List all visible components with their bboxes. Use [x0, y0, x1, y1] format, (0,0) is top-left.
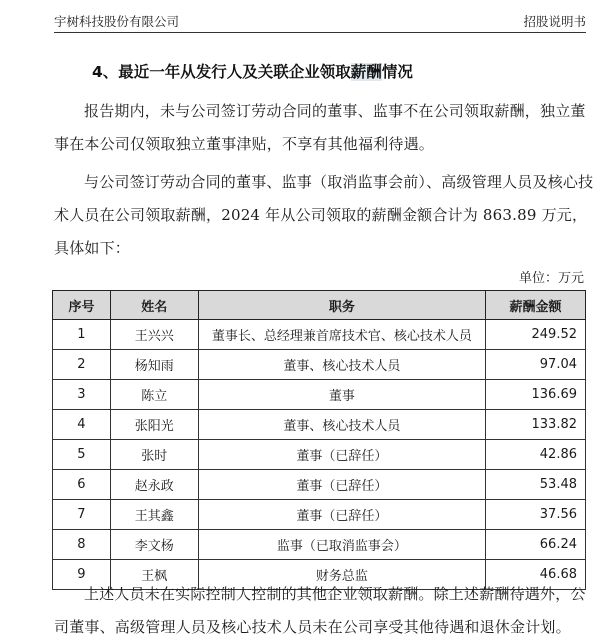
cell-name: 陈立 [110, 380, 198, 410]
cell-amount: 37.56 [486, 500, 586, 530]
section-title-prefix: 4、最近一年从发行人及关联企业领取 [92, 63, 351, 81]
table-row [53, 350, 586, 380]
section-title-suffix: 情况 [381, 63, 413, 81]
table-row [53, 320, 586, 350]
cell-index: 6 [53, 470, 111, 500]
cell-name: 王兴兴 [110, 320, 198, 350]
cell-index: 4 [53, 410, 111, 440]
cell-amount: 42.86 [486, 440, 586, 470]
cell-index: 1 [53, 320, 111, 350]
cell-amount: 249.52 [486, 320, 586, 350]
cell-position: 董事（已辞任） [198, 470, 485, 500]
table-row [53, 530, 586, 560]
cell-index: 2 [53, 350, 111, 380]
cell-index: 9 [53, 560, 111, 590]
cell-amount: 46.68 [486, 560, 586, 590]
cell-name: 杨知雨 [110, 350, 198, 380]
cell-amount: 53.48 [486, 470, 586, 500]
cell-position: 财务总监 [198, 560, 485, 590]
page-header [54, 8, 586, 33]
cell-name: 赵永政 [110, 470, 198, 500]
paragraph-closing: 上述人员未在实际控制人控制的其他企业领取薪酬。除上述薪酬待遇外，公司董事、高级管理人员及核心技术人员未在公司享受其他待遇和退休金计划。 [54, 585, 586, 636]
table-row [53, 470, 586, 500]
cell-position: 监事（已取消监事会） [198, 530, 485, 560]
section-title [92, 60, 413, 82]
paragraph-intro: 报告期内，未与公司签订劳动合同的董事、监事不在公司领取薪酬，独立董事在本公司仅领取独立董事津贴，不享有其他福利待遇。 [54, 102, 586, 153]
table-row [53, 440, 586, 470]
cell-name: 王其鑫 [110, 500, 198, 530]
cell-amount: 97.04 [486, 350, 586, 380]
cell-index: 5 [53, 440, 111, 470]
table-row [53, 380, 586, 410]
header-name: 姓名 [110, 291, 198, 320]
cell-name: 张阳光 [110, 410, 198, 440]
table-row [53, 410, 586, 440]
section-title-highlight: 薪酬 [350, 63, 382, 81]
cell-name: 张时 [110, 440, 198, 470]
header-amount: 薪酬金额 [486, 291, 586, 320]
table-header-row [53, 291, 586, 320]
cell-name: 李文杨 [110, 530, 198, 560]
cell-position: 董事、核心技术人员 [198, 410, 485, 440]
cell-amount: 136.69 [486, 380, 586, 410]
cell-name: 王枫 [110, 560, 198, 590]
cell-index: 8 [53, 530, 111, 560]
table-row [53, 500, 586, 530]
document-type: 招股说明书 [523, 14, 586, 29]
paragraph-summary: 与公司签订劳动合同的董事、监事（取消监事会前）、高级管理人员及核心技术人员在公司领取薪酬，2024 年从公司领取的薪酬金额合计为 863.89 万元，具体如下： [54, 173, 594, 257]
compensation-table [52, 290, 586, 590]
cell-position: 董事（已辞任） [198, 500, 485, 530]
unit-label: 单位：万元 [518, 271, 584, 286]
cell-position: 董事 [198, 380, 485, 410]
header-position: 职务 [198, 291, 485, 320]
cell-amount: 66.24 [486, 530, 586, 560]
cell-position: 董事长、总经理兼首席技术官、核心技术人员 [198, 320, 485, 350]
cell-index: 3 [53, 380, 111, 410]
cell-position: 董事（已辞任） [198, 440, 485, 470]
company-name: 宇树科技股份有限公司 [54, 14, 180, 29]
cell-position: 董事、核心技术人员 [198, 350, 485, 380]
cell-amount: 133.82 [486, 410, 586, 440]
header-index: 序号 [53, 291, 111, 320]
cell-index: 7 [53, 500, 111, 530]
